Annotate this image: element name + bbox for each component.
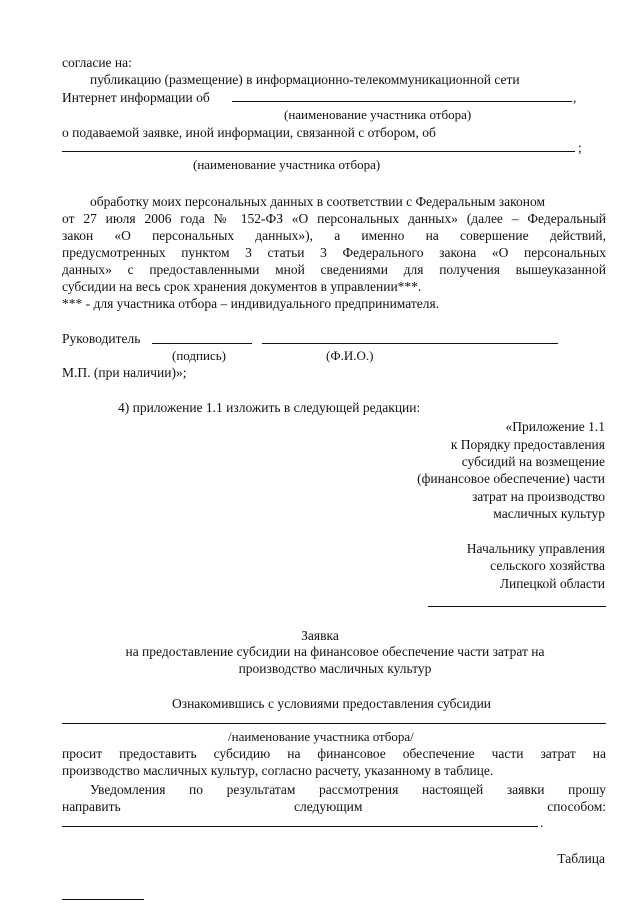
addressee-line-2: сельского хозяйства — [490, 558, 605, 573]
processing-line-6: субсидии на весь срок хранения документов в управлении***. — [62, 279, 422, 294]
participant-name-blank-1[interactable] — [232, 101, 572, 102]
participant-name-blank-2[interactable] — [62, 151, 575, 152]
full-name-caption: (Ф.И.О.) — [326, 348, 374, 363]
processing-line-4: предусмотренных пунктом 3 статьи 3 Федерального закона «О персональных — [62, 245, 606, 260]
request-line-1: просит предоставить субсидию на финансовое обеспечение части затрат на — [62, 746, 606, 761]
appendix-line-6: масличных культур — [493, 506, 605, 521]
table-label: Таблица — [557, 851, 605, 866]
consent-line-2-end: , — [573, 90, 577, 105]
appendix-line-4: (финансовое обеспечение) части — [417, 471, 605, 486]
signature-caption: (подпись) — [172, 348, 226, 363]
notice-line-1: Уведомления по результатам рассмотрения настоящей заявки прошу — [90, 782, 606, 797]
notice-line-2-c: способом: — [547, 799, 606, 814]
full-name-blank[interactable] — [262, 343, 558, 344]
footnote: *** - для участника отбора – индивидуального предпринимателя. — [62, 296, 440, 311]
consent-line-3: о подаваемой заявке, иной информации, связанной с отбором, об — [62, 125, 436, 140]
processing-line-1: обработку моих персональных данных в соответствии с Федеральным законом — [90, 194, 545, 209]
processing-line-3: закон «О персональных данных»), а именно на совершение действий, — [62, 228, 606, 243]
footnote-separator — [62, 899, 144, 900]
consent-line-1: публикацию (размещение) в информационно-телекоммуникационной сети — [90, 72, 520, 87]
participant-caption-1: (наименование участника отбора) — [284, 107, 472, 122]
acquainted-text: Ознакомившись с условиями предоставления субсидии — [172, 696, 492, 711]
application-title: Заявка — [301, 628, 339, 643]
appendix-line-5: затрат на производство — [471, 489, 605, 504]
director-label: Руководитель — [62, 331, 141, 346]
appendix-line-3: субсидий на возмещение — [461, 454, 605, 469]
item-4-text: 4) приложение 1.1 изложить в следующей редакции: — [118, 400, 421, 415]
participant-name-blank-3[interactable] — [62, 723, 606, 724]
participant-caption-2: (наименование участника отбора) — [193, 157, 381, 172]
consent-line-2-prefix: Интернет информации об — [62, 90, 210, 105]
processing-line-5: данных» с предоставленными мной сведениями для получения вышеуказанной — [62, 262, 606, 277]
application-subtitle-1: на предоставление субсидии на финансовое обеспечение части затрат на — [125, 644, 545, 659]
notice-end: . — [540, 815, 544, 830]
appendix-line-1: «Приложение 1.1 — [505, 419, 605, 434]
consent-line-4-end: ; — [578, 140, 582, 155]
participant-caption-3: /наименование участника отбора/ — [228, 729, 414, 744]
signature-blank[interactable] — [152, 343, 252, 344]
notice-line-2-b: следующим — [294, 799, 363, 814]
processing-line-2: от 27 июля 2006 года № 152-ФЗ «О персональных данных» (далее – Федеральный — [62, 211, 606, 226]
stamp-note: М.П. (при наличии)»; — [62, 365, 187, 380]
appendix-line-2: к Порядку предоставления — [450, 437, 605, 452]
notice-method-blank[interactable] — [62, 826, 538, 827]
request-line-2: производство масличных культур, согласно расчету, указанному в таблице. — [62, 763, 494, 778]
application-subtitle-2: производство масличных культур — [238, 661, 432, 676]
addressee-name-blank[interactable] — [428, 606, 606, 607]
addressee-line-1: Начальнику управления — [466, 541, 605, 556]
addressee-line-3: Липецкой области — [499, 576, 605, 591]
consent-intro: согласие на: — [62, 55, 132, 70]
notice-line-2-a: направить — [62, 799, 121, 814]
